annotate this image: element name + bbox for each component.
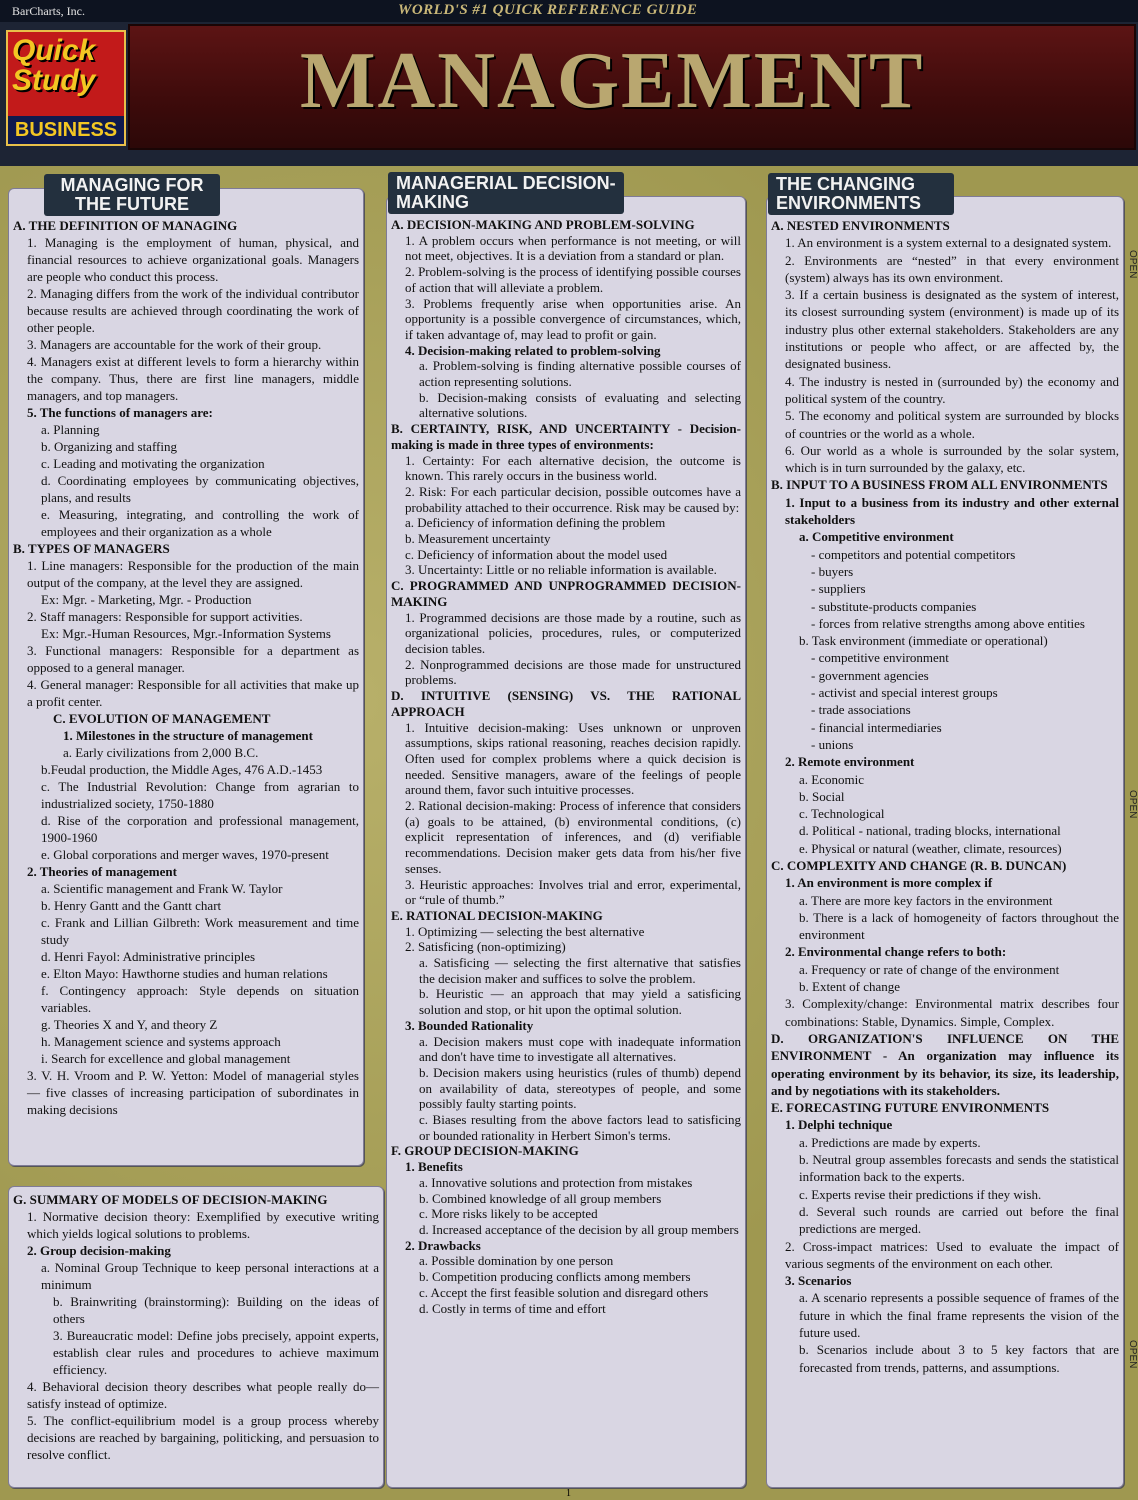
- text-line: Ex: Mgr.-Human Resources, Mgr.-Information Systems: [41, 626, 331, 641]
- text-line: d. Costly in terms of time and effort: [419, 1300, 606, 1316]
- col3-content: [771, 217, 1119, 1376]
- section-heading-managing-future: [44, 174, 220, 216]
- text-line: e. Physical or natural (weather, climate, resources): [799, 840, 1062, 856]
- title-banner: [128, 24, 1136, 150]
- text-line: 1. Intuitive decision-making: Uses unknown or unproven assumptions, skips rational reasoning, reaches decision rapidly. Often used for complex problems where a quick decision is needed. Sensitive managers, aware of the feelings of people around them, favor such intuitive processes.: [405, 719, 741, 798]
- col1b-content: [13, 1191, 379, 1463]
- text-line: 2. Remote environment: [785, 754, 915, 770]
- text-line: 2. Nonprogrammed decisions are those made for unstructured problems.: [405, 656, 741, 688]
- text-line: a. Decision makers must cope with inadequate information and don't have time to investigate all alternatives.: [419, 1033, 741, 1065]
- text-line: - activist and special interest groups: [811, 685, 998, 701]
- text-line: 5. The economy and political system are surrounded by blocks of countries or the world as a whole.: [785, 408, 1119, 441]
- text-line: a. There are more key factors in the environment: [799, 892, 1053, 908]
- text-line: 3. Problems frequently arise when opportunities arise. An opportunity is a possible convergence of circumstances, which, if taken advantage of, may lead to profit or gain.: [405, 295, 741, 342]
- text-line: b. Heuristic — an approach that may yield a satisficing solution and stop, or hit upon the optimal solution.: [419, 986, 741, 1018]
- open-tab: OPEN: [1127, 790, 1138, 819]
- text-line: b. There is a lack of homogeneity of factors throughout the environment: [799, 909, 1119, 943]
- page-title: MANAGEMENT: [300, 37, 925, 125]
- heading-line: MANAGERIAL DECISION-: [396, 173, 616, 193]
- text-line: b. Brainwriting (brainstorming): Building on the ideas of others: [53, 1294, 379, 1326]
- text-line: c. Leading and motivating the organization: [41, 456, 265, 471]
- text-line: A. NESTED ENVIRONMENTS: [771, 218, 950, 233]
- open-tab: OPEN: [1127, 250, 1138, 279]
- publisher: BarCharts, Inc.: [12, 4, 85, 18]
- text-line: d. Rise of the corporation and professional management, 1900-1960: [41, 813, 359, 845]
- open-tab: OPEN: [1127, 1340, 1138, 1369]
- text-line: G. SUMMARY OF MODELS OF DECISION-MAKING: [13, 1192, 328, 1207]
- text-line: F. GROUP DECISION-MAKING: [391, 1143, 579, 1159]
- text-line: 4. The industry is nested in (surrounded by) the economy and political system of the country.: [785, 373, 1119, 406]
- panel-summary-models: [8, 1186, 384, 1488]
- text-line: 5. The conflict-equilibrium model is a group process whereby decisions are reached by bargaining, politicking, and persuasion to resolve conflict.: [27, 1413, 379, 1462]
- text-line: a. Predictions are made by experts.: [799, 1134, 981, 1150]
- text-line: 2. Managing differs from the work of the individual contributor because results are achieved through coordinating the work of other people.: [27, 286, 359, 335]
- text-line: c. Deficiency of information about the model used: [405, 546, 668, 562]
- text-line: - suppliers: [811, 581, 866, 597]
- section-heading-changing-environments: [768, 173, 954, 215]
- text-line: 1. Benefits: [405, 1159, 463, 1175]
- text-line: 1. Managing is the employment of human, physical, and financial resources to achieve organizational goals. Managers are people who conduct this process.: [27, 235, 359, 284]
- text-line: 2. Rational decision-making: Process of inference that considers (a) goals to be attained, (b) environmental conditions, (c) explicit representation of inferences, and (d) verifiable recommendations. Decision maker gets data from his/her five senses.: [405, 798, 741, 876]
- text-line: 1. Programmed decisions are those made by a routine, such as organizational policies, procedures, rules, or computerized decision tables.: [405, 609, 741, 656]
- text-line: a. Competitive environment: [799, 529, 954, 545]
- text-line: b. Henry Gantt and the Gantt chart: [41, 898, 222, 913]
- text-line: E. RATIONAL DECISION-MAKING: [391, 907, 603, 923]
- text-line: d. Henri Fayol: Administrative principles: [41, 949, 256, 964]
- text-line: 1. Delphi technique: [785, 1117, 893, 1133]
- text-line: 2. Risk: For each particular decision, possible outcomes have a probability attached to their occurrence. Risk may be caused by:: [405, 483, 741, 515]
- text-line: D. ORGANIZATION'S INFLUENCE ON THE ENVIRONMENT - An organization may influence its operating environment by its behavior, its size, its leadership, and by negotiations with its stakeholders.: [771, 1030, 1119, 1098]
- text-line: 1. Normative decision theory: Exemplified by executive writing which yields logical solutions to problems.: [27, 1209, 379, 1241]
- panel-decision-making: [386, 196, 746, 1488]
- heading-line: ENVIRONMENTS: [776, 193, 922, 213]
- text-line: 3. If a certain business is designated as the system of interest, its closest surrounding system (environment) is made up of its industry plus other external stakeholders. Stakeholders are any institutions or people who affect, or are affected by, the designated business.: [785, 287, 1119, 372]
- text-line: a. Early civilizations from 2,000 B.C.: [63, 745, 259, 760]
- text-line: 2. Group decision-making: [27, 1243, 171, 1258]
- text-line: a. Planning: [41, 422, 100, 437]
- text-line: c. Experts revise their predictions if they wish.: [799, 1186, 1042, 1202]
- text-line: c. The Industrial Revolution: Change from agrarian to industrialized society, 1750-1880: [41, 779, 359, 811]
- text-line: a. Satisficing — selecting the first alternative that satisfies the decision maker and suffices to solve the problem.: [419, 955, 741, 986]
- text-line: b. Decision makers using heuristics (rules of thumb) depend on availability of data, stereotypes of people, and some possibly faulty starting points.: [419, 1064, 741, 1112]
- text-line: 2. Environments are “nested” in that every environment (system) always has its own environment.: [785, 252, 1119, 285]
- text-line: d. Political - national, trading blocks, international: [799, 823, 1061, 839]
- text-line: a. Possible domination by one person: [419, 1253, 614, 1269]
- text-line: 3. Heuristic approaches: Involves trial and error, experimental, or “rule of thumb.”: [405, 876, 741, 908]
- text-line: b. Scenarios include about 3 to 5 key factors that are forecasted from trends, patterns, and assumptions.: [799, 1342, 1119, 1375]
- logo-business: BUSINESS: [8, 116, 124, 144]
- panel-changing-environments: [766, 193, 1124, 1488]
- text-line: a. Frequency or rate of change of the environment: [799, 961, 1060, 977]
- text-line: C. COMPLEXITY AND CHANGE (R. B. DUNCAN): [771, 857, 1067, 873]
- text-line: b. Competition producing conflicts among members: [419, 1269, 691, 1285]
- text-line: b. Extent of change: [799, 979, 901, 995]
- text-line: 5. The functions of managers are:: [27, 405, 213, 420]
- text-line: 3. Complexity/change: Environmental matrix describes four combinations: Stable, Dynamics. Simple, Complex.: [785, 996, 1119, 1029]
- text-line: D. INTUITIVE (SENSING) VS. THE RATIONAL APPROACH: [391, 688, 741, 719]
- text-line: C. PROGRAMMED AND UNPROGRAMMED DECISION-MAKING: [391, 578, 741, 609]
- logo-line-2: Study: [12, 64, 96, 97]
- text-line: b. Social: [799, 788, 845, 804]
- text-line: f. Contingency approach: Style depends on situation variables.: [41, 983, 359, 1015]
- heading-line: MANAGING FOR: [60, 175, 204, 195]
- text-line: h. Management science and systems approach: [41, 1034, 281, 1049]
- text-line: a. A scenario represents a possible sequence of frames of the future in which the final frame represents the vision of the future used.: [799, 1290, 1119, 1340]
- text-line: 3. Bureaucratic model: Define jobs precisely, appoint experts, establish clear rules and procedures to achieve maximum efficiency.: [53, 1328, 379, 1377]
- text-line: C. EVOLUTION OF MANAGEMENT: [53, 711, 271, 726]
- text-line: e. Elton Mayo: Hawthorne studies and human relations: [41, 966, 328, 981]
- text-line: 2. Drawbacks: [405, 1237, 481, 1253]
- text-line: 3. Bounded Rationality: [405, 1017, 534, 1033]
- text-line: 4. Managers exist at different levels to form a hierarchy within the company. Thus, there are first line managers, middle managers, and top managers.: [27, 354, 359, 403]
- text-line: b. Measurement uncertainty: [405, 531, 551, 547]
- text-line: 1. Line managers: Responsible for the production of the main output of the company, at the level they are assigned.: [27, 558, 359, 590]
- text-line: a. Innovative solutions and protection from mistakes: [419, 1174, 693, 1190]
- heading-line: MAKING: [396, 192, 469, 212]
- text-line: B. CERTAINTY, RISK, AND UNCERTAINTY - Decision-making is made in three types of environments:: [391, 421, 741, 452]
- text-line: d. Increased acceptance of the decision by all group members: [419, 1222, 739, 1237]
- text-line: 2. Cross-impact matrices: Used to evaluate the impact of various segments of the environment on each other.: [785, 1238, 1119, 1271]
- text-line: 2. Satisficing (non-optimizing): [405, 939, 566, 955]
- col2-content: [391, 217, 741, 1316]
- text-line: 3. Uncertainty: Little or no reliable information is available.: [405, 562, 717, 578]
- text-line: a. Nominal Group Technique to keep personal interactions at a minimum: [41, 1260, 379, 1292]
- text-line: A. THE DEFINITION OF MANAGING: [13, 218, 238, 233]
- text-line: 3. Functional managers: Responsible for a department as opposed to a general manager.: [27, 643, 359, 675]
- text-line: 1. An environment is a system external to a designated system.: [785, 235, 1112, 251]
- text-line: a. Problem-solving is finding alternative possible courses of action representing solutions.: [419, 358, 741, 390]
- quickstudy-logo: [6, 30, 126, 146]
- text-line: c. More risks likely to be accepted: [419, 1206, 598, 1222]
- text-line: b. Combined knowledge of all group members: [419, 1190, 662, 1206]
- text-line: g. Theories X and Y, and theory Z: [41, 1017, 218, 1032]
- page-number: 1: [566, 1488, 571, 1499]
- text-line: 3. Scenarios: [785, 1273, 852, 1289]
- text-line: 2. Theories of management: [27, 864, 177, 879]
- text-line: b. Organizing and staffing: [41, 439, 177, 454]
- logo-line-1: Quick: [12, 34, 96, 67]
- text-line: 1. Input to a business from its industry and other external stakeholders: [785, 494, 1119, 528]
- col1-content: [13, 217, 359, 1118]
- text-line: B. TYPES OF MANAGERS: [13, 541, 170, 556]
- text-line: c. Frank and Lillian Gilbreth: Work measurement and time study: [41, 915, 359, 947]
- heading-line: THE CHANGING: [776, 174, 915, 194]
- text-line: 3. V. H. Vroom and P. W. Yetton: Model of managerial styles — five classes of increasing participation of subordinates in making decisions: [27, 1068, 359, 1117]
- top-bar: [0, 0, 1138, 22]
- panel-managing-future: [8, 188, 364, 1166]
- text-line: 6. Our world as a whole is surrounded by the solar system, which is in turn surrounded by the galaxy, etc.: [785, 442, 1119, 476]
- text-line: 1. A problem occurs when performance is not meeting, or will not meet, objectives. It is a deviation from a standard or plan.: [405, 232, 741, 264]
- text-line: a. Deficiency of information defining the problem: [405, 515, 666, 531]
- section-heading-decision-making: [388, 172, 624, 214]
- text-line: b. Neutral group assembles forecasts and sends the statistical information back to the experts.: [799, 1152, 1119, 1185]
- text-line: - competitors and potential competitors: [811, 546, 1016, 562]
- text-line: c. Accept the first feasible solution and disregard others: [419, 1284, 709, 1300]
- text-line: 1. Optimizing — selecting the best alternative: [405, 923, 645, 939]
- text-line: 4. Decision-making related to problem-solving: [405, 342, 661, 358]
- text-line: b. Task environment (immediate or operational): [799, 633, 1048, 649]
- text-line: E. FORECASTING FUTURE ENVIRONMENTS: [771, 1100, 1050, 1116]
- text-line: - government agencies: [811, 667, 929, 683]
- text-line: 4. Behavioral decision theory describes what people really do—satisfy instead of optimize.: [27, 1379, 379, 1411]
- text-line: 4. General manager: Responsible for all activities that make up a profit center.: [27, 677, 359, 709]
- text-line: c. Technological: [799, 806, 885, 822]
- text-line: B. INPUT TO A BUSINESS FROM ALL ENVIRONMENTS: [771, 477, 1108, 493]
- text-line: 3. Managers are accountable for the work of their group.: [27, 337, 322, 352]
- text-line: b.Feudal production, the Middle Ages, 476 A.D.-1453: [41, 762, 323, 777]
- tagline: WORLD'S #1 QUICK REFERENCE GUIDE: [398, 2, 698, 18]
- text-line: Ex: Mgr. - Marketing, Mgr. - Production: [41, 592, 252, 607]
- text-line: 2. Staff managers: Responsible for support activities.: [27, 609, 303, 624]
- text-line: c. Biases resulting from the above factors lead to satisficing or bounded rationality in Herbert Simon's terms.: [419, 1112, 741, 1143]
- text-line: a. Scientific management and Frank W. Taylor: [41, 881, 283, 896]
- text-line: e. Measuring, integrating, and controlling the work of employees and their organization as a whole: [41, 507, 359, 539]
- text-line: - unions: [811, 736, 854, 752]
- text-line: - competitive environment: [811, 650, 949, 666]
- text-line: - trade associations: [811, 702, 911, 718]
- text-line: d. Coordinating employees by communicating objectives, plans, and results: [41, 473, 359, 505]
- text-line: 1. Milestones in the structure of management: [63, 728, 313, 743]
- text-line: A. DECISION-MAKING AND PROBLEM-SOLVING: [391, 217, 695, 232]
- text-line: d. Several such rounds are carried out before the final predictions are merged.: [799, 1203, 1119, 1237]
- text-line: a. Economic: [799, 771, 864, 787]
- text-line: b. Decision-making consists of evaluating and selecting alternative solutions.: [419, 389, 741, 421]
- text-line: - financial intermediaries: [811, 719, 942, 735]
- text-line: 2. Environmental change refers to both:: [785, 944, 1007, 960]
- text-line: e. Global corporations and merger waves, 1970-present: [41, 847, 329, 862]
- text-line: - forces from relative strengths among above entities: [811, 615, 1085, 631]
- text-line: - buyers: [811, 563, 854, 579]
- text-line: 1. Certainty: For each alternative decision, the outcome is known. This rarely occurs in the business world.: [405, 452, 741, 484]
- text-line: - substitute-products companies: [811, 598, 977, 614]
- text-line: i. Search for excellence and global management: [41, 1051, 291, 1066]
- text-line: 2. Problem-solving is the process of identifying possible courses of action that will alleviate a problem.: [405, 264, 741, 295]
- heading-line: THE FUTURE: [75, 194, 189, 214]
- text-line: 1. An environment is more complex if: [785, 875, 993, 891]
